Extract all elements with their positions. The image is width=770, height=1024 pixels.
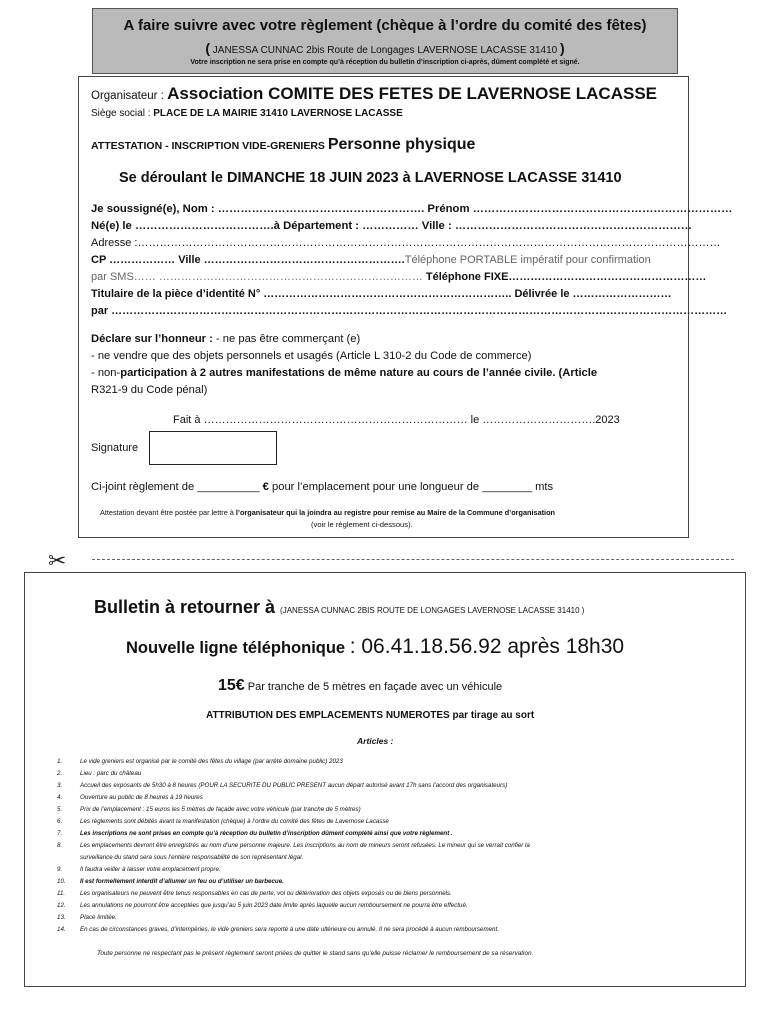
attribution-line: ATTRIBUTION DES EMPLACEMENTS NUMEROTES par tirage au sort — [206, 710, 535, 721]
declare-item-3-cont: R321-9 du Code pénal) — [91, 384, 208, 396]
siege-label: Siège social : — [91, 108, 154, 119]
declare-line-3 — [91, 367, 597, 379]
article-text: Accueil des exposants de 5h30 à 8 heures (POUR LA SECURITE DU PUBLIC PRESENT aucun départ autorisé avant 17h sans l’accord des organisateurs) — [80, 782, 508, 789]
attestation-footer-a: Attestation devant être postée par lettre à — [100, 508, 236, 517]
adresse-field-line: Adresse :…………………………………………………………………………………………………………………………………………… — [91, 237, 721, 249]
banner-paren-open: ( — [205, 40, 210, 56]
organisateur-line — [91, 84, 657, 104]
article-text: Il faudra veiller à laisser votre emplacement propre. — [80, 866, 221, 873]
organisateur-name: Association COMITE DES FETES DE LAVERNOSE LACASSE — [167, 84, 657, 103]
article-text: Les emplacements devront être enregistrés au nom d’une personne majeure. Les inscriptions au nom de mineurs seront refusées. Le mineur qui se verrait confier la — [80, 842, 530, 849]
article-number: 11. — [57, 890, 66, 897]
article-number: 12. — [57, 902, 66, 909]
attestation-footer-b: l’organisateur qui la joindra au registre pour remise au Maire de la Commune d’organisation — [235, 508, 555, 517]
cut-line — [92, 559, 734, 560]
banner-address — [93, 40, 677, 56]
attestation-title-prefix: ATTESTATION - INSCRIPTION VIDE-GRENIERS — [91, 140, 328, 152]
sms-fixe-line — [91, 271, 706, 283]
bulletin-title-line — [94, 597, 584, 618]
price-description: Par tranche de 5 mètres en façade avec un véhicule — [244, 681, 503, 693]
cp-ville-field: CP ……………… Ville ………………………………………………. — [91, 254, 405, 266]
naissance-field-line: Né(e) le ……………………………….à Département : …………… Ville : ……………………………………………………… — [91, 220, 693, 232]
article-text: Les inscriptions ne sont prises en compte qu’à réception du bulletin d’inscription dûment complété ainsi que votre règlement . — [80, 830, 453, 837]
banner-notice: Votre inscription ne sera prise en compte qu’à réception du bulletin d’inscription ci-après, dûment complété et signé. — [190, 59, 580, 66]
article-number: 9. — [57, 866, 63, 873]
article-number: 7. — [57, 830, 63, 837]
article-text: Les annulations ne pourront être acceptées que jusqu’au 5 juin 2023 date limite après laquelle aucun remboursement ne pourra être effectué. — [80, 902, 468, 909]
tel-fixe-field: Téléphone FIXE……………………………………………… — [422, 271, 707, 283]
article-number: 14. — [57, 926, 66, 933]
article-text: Les organisateurs ne peuvent être tenus responsables en cas de perte, vol ou détérioration des objets exposés ou de biens personnels. — [80, 890, 452, 897]
article-number: 3. — [57, 782, 63, 789]
article-number: 1. — [57, 758, 63, 765]
cijoint-emplacement: pour l’emplacement pour une longueur de ________ mts — [268, 481, 554, 493]
header-banner — [92, 8, 678, 74]
sms-field: par SMS…… ……………………………………………………………… — [91, 271, 423, 283]
article-text: surveillance du stand sera sous l’entière responsabilité de son représentant légal. — [80, 854, 304, 861]
articles-title: Articles : — [357, 736, 394, 746]
banner-title: A faire suivre avec votre règlement (chèque à l’ordre du comité des fêtes) — [123, 17, 647, 34]
bulletin-address: (JANESSA CUNNAC 2BIS ROUTE DE LONGAGES LAVERNOSE LACASSE 31410 ) — [280, 606, 585, 615]
par-line: par …………………………………………………………………………………………………………………………………………………… — [91, 305, 728, 317]
phone-value: : 06.41.18.56.92 après 18h30 — [349, 635, 625, 658]
price-line — [218, 677, 502, 695]
article-number: 2. — [57, 770, 63, 777]
signature-box[interactable] — [149, 431, 277, 465]
closing-notice: Toute personne ne respectant pas le présent règlement seront priées de quitter le stand sans qu’elle puisse réclamer le remboursement de sa réservation. — [97, 950, 534, 957]
phone-label: Nouvelle ligne téléphonique — [126, 639, 350, 657]
article-number: 4. — [57, 794, 63, 801]
euro-symbol: € — [262, 481, 269, 493]
piece-identite-line: Titulaire de la pièce d’identité N° ………………………………………………………….. Délivrée le ……………………… — [91, 288, 672, 300]
declare-item-1: - ne pas être commerçant (e) — [215, 333, 361, 345]
banner-address-text: JANESSA CUNNAC 2bis Route de Longages LAVERNOSE LACASSE 31410 — [210, 45, 560, 56]
article-text: Le vide greniers est organisé par le comité des fêtes du village (par arrêté domaine public) 2023 — [80, 758, 343, 765]
cp-ville-line — [91, 254, 651, 266]
tel-portable-label: Téléphone PORTABLE impératif pour confirmation — [404, 254, 651, 266]
declare-item-3: participation à 2 autres manifestations de même nature au cours de l’année civile. (Article — [120, 367, 598, 379]
siege-line — [91, 108, 403, 119]
declare-item-3-prefix: - non- — [91, 367, 121, 379]
article-text: Place limitée. — [80, 914, 117, 921]
attestation-footer-note: (voir le règlement ci-dessous). — [311, 520, 413, 529]
attestation-title — [91, 136, 475, 154]
fait-a-line: Fait à ……………………………………………………………… le ………………………….2023 — [173, 414, 620, 426]
declare-line-1 — [91, 333, 360, 345]
cijoint-line — [91, 481, 553, 493]
attestation-footer — [100, 508, 555, 517]
article-number: 13. — [57, 914, 66, 921]
declare-label: Déclare sur l’honneur : — [91, 333, 216, 345]
event-date-line: Se déroulant le DIMANCHE 18 JUIN 2023 à LAVERNOSE LACASSE 31410 — [119, 170, 622, 186]
banner-paren-close: ) — [560, 40, 565, 56]
scissors-icon: ✂ — [48, 548, 67, 573]
declare-item-2: - ne vendre que des objets personnels et usagés (Article L 310-2 du Code de commerce) — [91, 350, 532, 362]
siege-value: PLACE DE LA MAIRIE 31410 LAVERNOSE LACASSE — [153, 108, 403, 119]
article-text: Lieu : parc du château — [80, 770, 142, 777]
organisateur-label: Organisateur : — [91, 90, 168, 102]
article-text: Il est formellement interdit d’allumer un feu ou d’utiliser un barbecue. — [80, 878, 284, 885]
article-text: Ouverture au public de 8 heures à 19 heures — [80, 794, 203, 801]
bulletin-title: Bulletin à retourner à — [94, 597, 281, 617]
article-number: 10. — [57, 878, 66, 885]
signature-label: Signature — [91, 442, 139, 454]
article-number: 8. — [57, 842, 63, 849]
cijoint-reglement: Ci-joint règlement de __________ — [91, 481, 263, 493]
nom-field-line: Je soussigné(e), Nom : ………………………………………………. Prénom …………………………………………………………… — [91, 203, 733, 215]
article-text: Prix de l’emplacement : 15 euros les 5 mètres de façade avec votre véhicule (par tranche de 5 mètres) — [80, 806, 361, 813]
phone-line — [126, 635, 624, 659]
article-number: 5. — [57, 806, 63, 813]
price-value: 15€ — [218, 677, 245, 694]
article-text: En cas de circonstances graves, d’intempéries, le vide greniers sera reporté à une date ultérieure ou annulé. Il ne sera procédé à aucun remboursement. — [80, 926, 499, 933]
article-number: 6. — [57, 818, 63, 825]
article-text: Les règlements sont débités avant la manifestation (chèque) à l’ordre du comité des fêtes de Lavernose Lacasse — [80, 818, 389, 825]
attestation-title-suffix: Personne physique — [327, 136, 476, 153]
